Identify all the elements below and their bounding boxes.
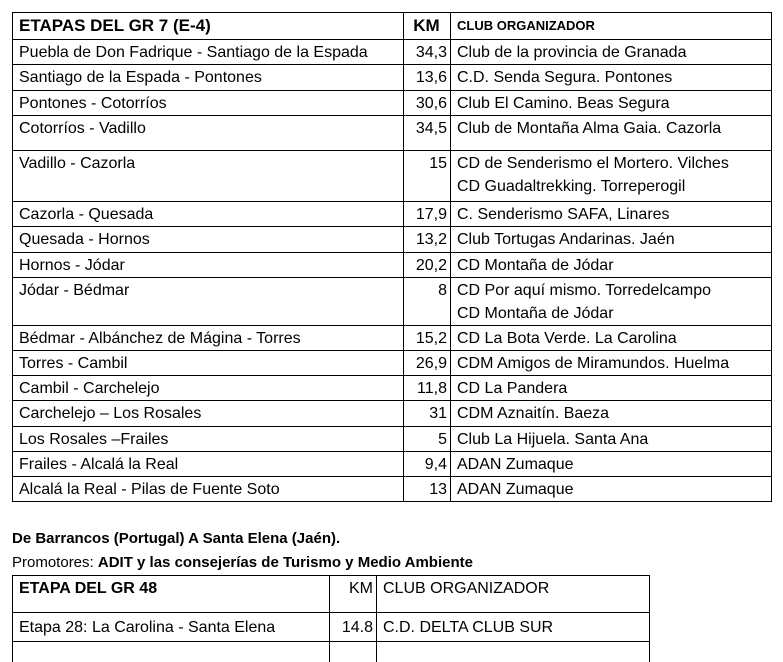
club-name: CD Montaña de Jódar <box>457 257 614 274</box>
km-cell: 20,2 <box>404 253 451 278</box>
club-name: Club de la provincia de Granada <box>457 44 687 61</box>
club-cell <box>451 227 772 253</box>
stage-cell: Carchelejo – Los Rosales <box>13 401 404 427</box>
table-row <box>13 351 772 376</box>
club-cell <box>451 253 772 278</box>
km-cell: 13,6 <box>404 65 451 91</box>
empty-cell <box>13 642 330 662</box>
table-row <box>13 613 650 642</box>
km-cell: 14.8 <box>330 613 377 642</box>
club-cell <box>451 40 772 65</box>
club-name: C.D. Senda Segura. Pontones <box>457 69 673 86</box>
stage-cell: Cambil - Carchelejo <box>13 376 404 401</box>
km-cell: 34,3 <box>404 40 451 65</box>
table-row <box>13 91 772 116</box>
gr48-stages-table <box>12 575 650 662</box>
stage-cell: Vadillo - Cazorla <box>13 151 404 202</box>
club-name: CD Guadaltrekking. Torreperogil <box>457 178 686 195</box>
stage-cell: Puebla de Don Fadrique - Santiago de la Espada <box>13 40 404 65</box>
table-row <box>13 477 772 502</box>
stage-cell: Jódar - Bédmar <box>13 278 404 326</box>
club-name: CD Montaña de Jódar <box>457 305 614 322</box>
gr7-stages-table <box>12 12 772 502</box>
stage-cell: Santiago de la Espada - Pontones <box>13 65 404 91</box>
club-cell <box>451 477 772 502</box>
table-row <box>13 202 772 227</box>
header-stage: ETAPA DEL GR 48 <box>13 576 330 613</box>
header-club: CLUB ORGANIZADOR <box>451 13 772 40</box>
table-row <box>13 326 772 351</box>
stage-cell: Bédmar - Albánchez de Mágina - Torres <box>13 326 404 351</box>
km-cell: 13,2 <box>404 227 451 253</box>
club-name: CDM Amigos de Miramundos. Huelma <box>457 355 730 372</box>
km-cell: 8 <box>404 278 451 326</box>
stage-cell: Los Rosales –Frailes <box>13 427 404 452</box>
club-name: CD La Pandera <box>457 380 568 397</box>
gr48-promoters <box>12 554 473 571</box>
table-row <box>13 278 772 326</box>
club-cell <box>451 151 772 202</box>
table-row <box>13 65 772 91</box>
stage-cell: Alcalá la Real - Pilas de Fuente Soto <box>13 477 404 502</box>
km-cell: 11,8 <box>404 376 451 401</box>
club-cell <box>451 116 772 151</box>
km-cell: 5 <box>404 427 451 452</box>
club-cell <box>451 401 772 427</box>
header-km: KM <box>404 13 451 40</box>
header-stages: ETAPAS DEL GR 7 (E-4) <box>13 13 404 40</box>
club-name: Club Tortugas Andarinas. Jaén <box>457 231 675 248</box>
club-cell <box>451 326 772 351</box>
km-cell: 15 <box>404 151 451 202</box>
km-cell: 30,6 <box>404 91 451 116</box>
km-cell: 13 <box>404 477 451 502</box>
table-row <box>13 116 772 151</box>
club-name: C. Senderismo SAFA, Linares <box>457 206 670 223</box>
header-club: CLUB ORGANIZADOR <box>377 576 650 613</box>
table-row <box>13 376 772 401</box>
club-cell <box>451 91 772 116</box>
club-cell <box>451 65 772 91</box>
club-name: ADAN Zumaque <box>457 481 574 498</box>
club-cell <box>451 427 772 452</box>
table-row <box>13 227 772 253</box>
km-cell: 31 <box>404 401 451 427</box>
club-cell <box>451 351 772 376</box>
table-header-row <box>13 576 650 613</box>
gr48-route-title: De Barrancos (Portugal) A Santa Elena (Jaén). <box>12 530 341 547</box>
table-row <box>13 40 772 65</box>
promoters-value: ADIT y las consejerías de Turismo y Medio Ambiente <box>97 554 473 571</box>
km-cell: 15,2 <box>404 326 451 351</box>
table-row <box>13 427 772 452</box>
club-name: CD de Senderismo el Mortero. Vilches <box>457 155 729 172</box>
km-cell: 26,9 <box>404 351 451 376</box>
km-cell: 34,5 <box>404 116 451 151</box>
stage-cell: Pontones - Cotorríos <box>13 91 404 116</box>
table-row <box>13 151 772 202</box>
club-name: ADAN Zumaque <box>457 456 574 473</box>
club-name: CD La Bota Verde. La Carolina <box>457 330 677 347</box>
stage-cell: Hornos - Jódar <box>13 253 404 278</box>
stage-cell: Torres - Cambil <box>13 351 404 376</box>
stage-cell: Frailes - Alcalá la Real <box>13 452 404 477</box>
table-row <box>13 253 772 278</box>
table-row <box>13 401 772 427</box>
promoters-label: Promotores: <box>12 554 98 571</box>
stage-cell: Etapa 28: La Carolina - Santa Elena <box>13 613 330 642</box>
club-name: CDM Aznaitín. Baeza <box>457 405 610 422</box>
km-cell: 17,9 <box>404 202 451 227</box>
table-row <box>13 452 772 477</box>
club-name: Club La Hijuela. Santa Ana <box>457 431 649 448</box>
table-header-row <box>13 13 772 40</box>
club-name: Club El Camino. Beas Segura <box>457 95 670 112</box>
club-cell <box>451 376 772 401</box>
empty-cell <box>330 642 377 662</box>
km-cell: 9,4 <box>404 452 451 477</box>
club-name: CD Por aquí mismo. Torredelcampo <box>457 282 712 299</box>
club-cell: C.D. DELTA CLUB SUR <box>377 613 650 642</box>
table-row <box>13 642 650 662</box>
stage-cell: Cotorríos - Vadillo <box>13 116 404 151</box>
club-name: Club de Montaña Alma Gaia. Cazorla <box>457 120 722 137</box>
club-cell <box>451 278 772 326</box>
club-cell <box>451 452 772 477</box>
empty-cell <box>377 642 650 662</box>
stage-cell: Cazorla - Quesada <box>13 202 404 227</box>
header-km: KM <box>330 576 377 613</box>
club-cell <box>451 202 772 227</box>
stage-cell: Quesada - Hornos <box>13 227 404 253</box>
